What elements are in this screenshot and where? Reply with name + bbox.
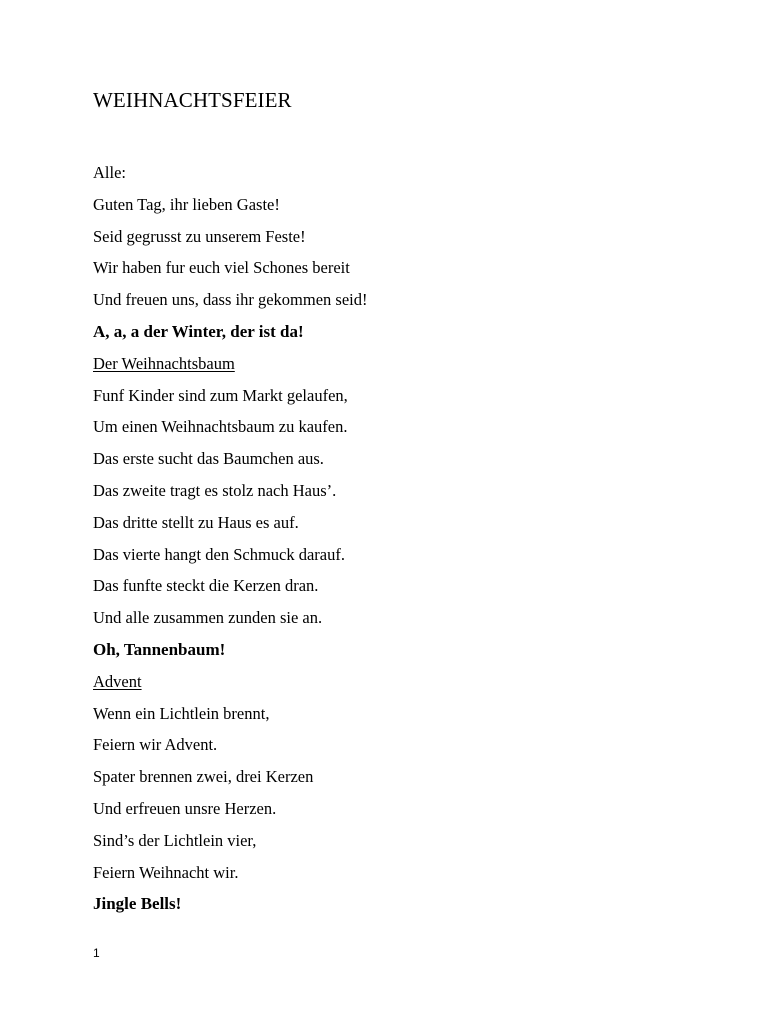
text-line (93, 194, 693, 226)
text-line (93, 703, 693, 735)
section-heading (93, 353, 693, 385)
document-body (93, 162, 693, 925)
line-text: Der Weihnachtsbaum (93, 353, 235, 373)
line-text: Oh, Tannenbaum! (93, 639, 226, 659)
line-text: Feiern Weihnacht wir. (93, 862, 239, 882)
song-title (93, 639, 693, 671)
line-text: Das zweite tragt es stolz nach Haus’. (93, 480, 337, 500)
text-line (93, 289, 693, 321)
text-line (93, 766, 693, 798)
page-number: 1 (93, 946, 100, 960)
line-text: A, a, a der Winter, der ist da! (93, 321, 304, 341)
line-text: Das erste sucht das Baumchen aus. (93, 449, 324, 469)
text-line (93, 448, 693, 480)
text-line (93, 607, 693, 639)
text-line (93, 544, 693, 576)
line-text: Und freuen uns, dass ihr gekommen seid! (93, 290, 368, 310)
text-line (93, 257, 693, 289)
line-text: Spater brennen zwei, drei Kerzen (93, 767, 314, 787)
text-line (93, 162, 693, 194)
line-text: Feiern wir Advent. (93, 735, 218, 755)
text-line (93, 734, 693, 766)
text-line (93, 226, 693, 258)
line-text: Jingle Bells! (93, 894, 182, 914)
line-text: Wenn ein Lichtlein brennt, (93, 703, 270, 723)
line-text: Alle: (93, 163, 126, 182)
text-line (93, 575, 693, 607)
line-text: Sind’s der Lichtlein vier, (93, 830, 257, 850)
text-line (93, 480, 693, 512)
line-text: Das funfte steckt die Kerzen dran. (93, 576, 319, 596)
document-title: WEIHNACHTSFEIER (93, 88, 292, 112)
line-text: Wir haben fur euch viel Schones bereit (93, 258, 350, 278)
line-text: Seid gegrusst zu unserem Feste! (93, 226, 306, 246)
text-line (93, 862, 693, 894)
line-text: Funf Kinder sind zum Markt gelaufen, (93, 385, 348, 405)
line-text: Um einen Weihnachtsbaum zu kaufen. (93, 417, 348, 437)
line-text: Das dritte stellt zu Haus es auf. (93, 512, 299, 532)
section-heading (93, 671, 693, 703)
text-line (93, 385, 693, 417)
line-text: Advent (93, 671, 142, 691)
text-line (93, 830, 693, 862)
text-line (93, 512, 693, 544)
text-line (93, 798, 693, 830)
song-title (93, 893, 693, 925)
line-text: Guten Tag, ihr lieben Gaste! (93, 194, 280, 214)
text-line (93, 416, 693, 448)
line-text: Und alle zusammen zunden sie an. (93, 608, 323, 628)
line-text: Das vierte hangt den Schmuck darauf. (93, 544, 345, 564)
line-text: Und erfreuen unsre Herzen. (93, 798, 277, 818)
song-title (93, 321, 693, 353)
